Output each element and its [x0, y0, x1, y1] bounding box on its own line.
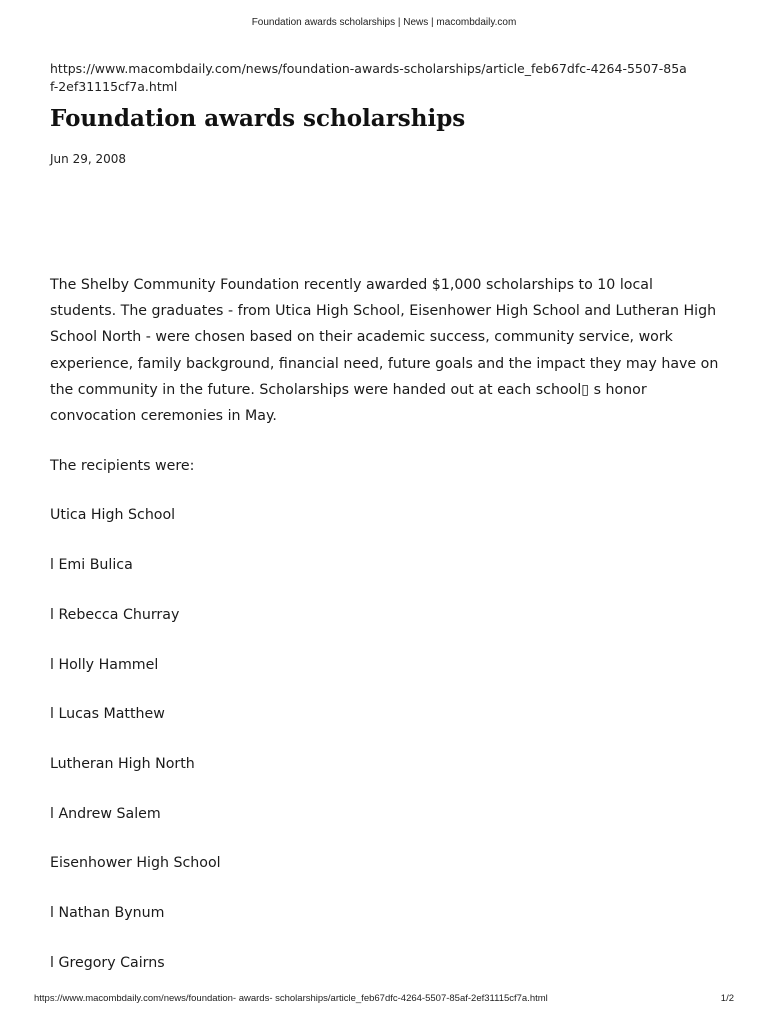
article-url[interactable]: https://www.macombdaily.com/news/foundation-awards-scholarships/article_feb67dfc-4264-5507-85af-2ef31115cf7a.html [50, 61, 687, 94]
article-intro-paragraph: The Shelby Community Foundation recently awarded $1,000 scholarships to 10 local students. The graduates - from Utica High School, Eisenhower High School and Lutheran High School North - were chosen based on their academic success, community service, work experience, family background, financial need, future goals and the impact they may have on the community in the future. Scholarships were handed out at each school▯ s honor convocation ceremonies in May. [50, 277, 719, 425]
recipient-item: l Emi Bulica [50, 557, 133, 574]
school-heading-utica: Utica High School [50, 507, 176, 524]
recipient-item: l Rebecca Churray [50, 606, 180, 623]
recipients-intro: The recipients were: [50, 457, 195, 474]
print-footer-page-number: 1/2 [720, 993, 734, 1004]
article-headline: Foundation awards scholarships [50, 105, 466, 132]
recipient-item: l Gregory Cairns [50, 954, 165, 971]
recipient-item: l Lucas Matthew [50, 706, 165, 723]
recipient-item: l Andrew Salem [50, 805, 161, 822]
school-heading-lutheran: Lutheran High North [50, 755, 195, 772]
recipient-item: l Holly Hammel [50, 656, 159, 673]
article-body [50, 272, 722, 999]
print-footer-url[interactable]: https://www.macombdaily.com/news/foundation- awards- scholarships/article_feb67dfc-4264-5507-85af-2ef31115cf7a.html [34, 993, 548, 1004]
school-heading-eisenhower: Eisenhower High School [50, 855, 221, 872]
print-header-title: Foundation awards scholarships | News | macombdaily.com [251, 17, 517, 28]
recipient-item: l Nathan Bynum [50, 905, 165, 922]
article-date: Jun 29, 2008 [50, 152, 127, 166]
